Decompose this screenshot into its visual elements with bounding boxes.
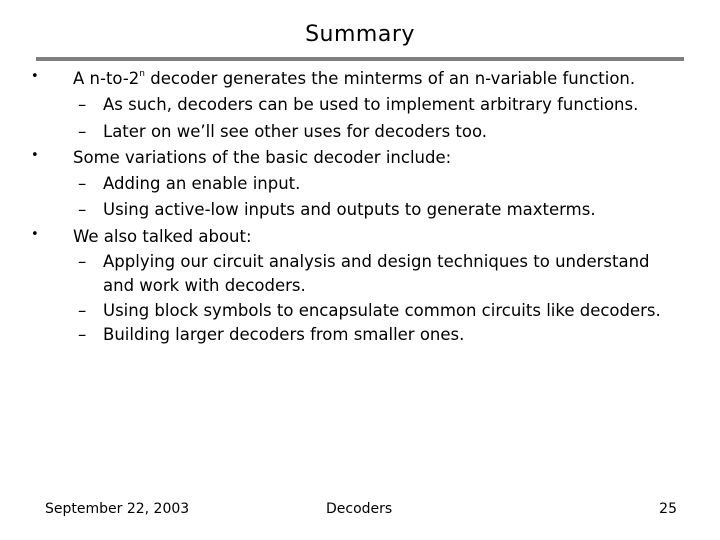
dash-icon: – bbox=[78, 301, 87, 320]
slide-title: Summary bbox=[305, 22, 415, 47]
bullet-3-subitem-2: Using block symbols to encapsulate common circuits like decoders. bbox=[103, 301, 661, 320]
bullet-2-subitem-1: Adding an enable input. bbox=[103, 174, 301, 193]
footer-topic: Decoders bbox=[326, 501, 393, 517]
bullet-1-subitem-1: As such, decoders can be used to implement arbitrary functions. bbox=[103, 95, 639, 114]
bullet-1-subitem-2: Later on we’ll see other uses for decoders too. bbox=[103, 122, 488, 141]
dash-icon: – bbox=[78, 174, 87, 193]
bullet-2-subitem-2: Using active-low inputs and outputs to generate maxterms. bbox=[103, 200, 596, 219]
bullet-icon: • bbox=[31, 148, 39, 163]
dash-icon: – bbox=[78, 325, 87, 344]
dash-icon: – bbox=[78, 200, 87, 219]
dash-icon: – bbox=[78, 95, 87, 114]
footer-date: September 22, 2003 bbox=[45, 501, 190, 517]
bullet-1-text: A n-to-2$^n$ decoder generates the minterms of an n-variable function. bbox=[73, 69, 636, 88]
dash-icon: – bbox=[78, 122, 87, 141]
dash-icon: – bbox=[78, 252, 87, 271]
bullet-3-text: We also talked about: bbox=[73, 227, 252, 246]
bullet-3-subitem-1-line-1: Applying our circuit analysis and design techniques to understand bbox=[103, 252, 650, 271]
bullet-icon: • bbox=[31, 227, 39, 242]
bullet-3-subitem-3: Building larger decoders from smaller ones. bbox=[103, 325, 465, 344]
bullet-icon: • bbox=[31, 69, 39, 84]
page-number: 25 bbox=[659, 501, 677, 517]
bullet-3-subitem-1-line-2: and work with decoders. bbox=[103, 276, 306, 295]
bullet-2-text: Some variations of the basic decoder include: bbox=[73, 148, 452, 167]
